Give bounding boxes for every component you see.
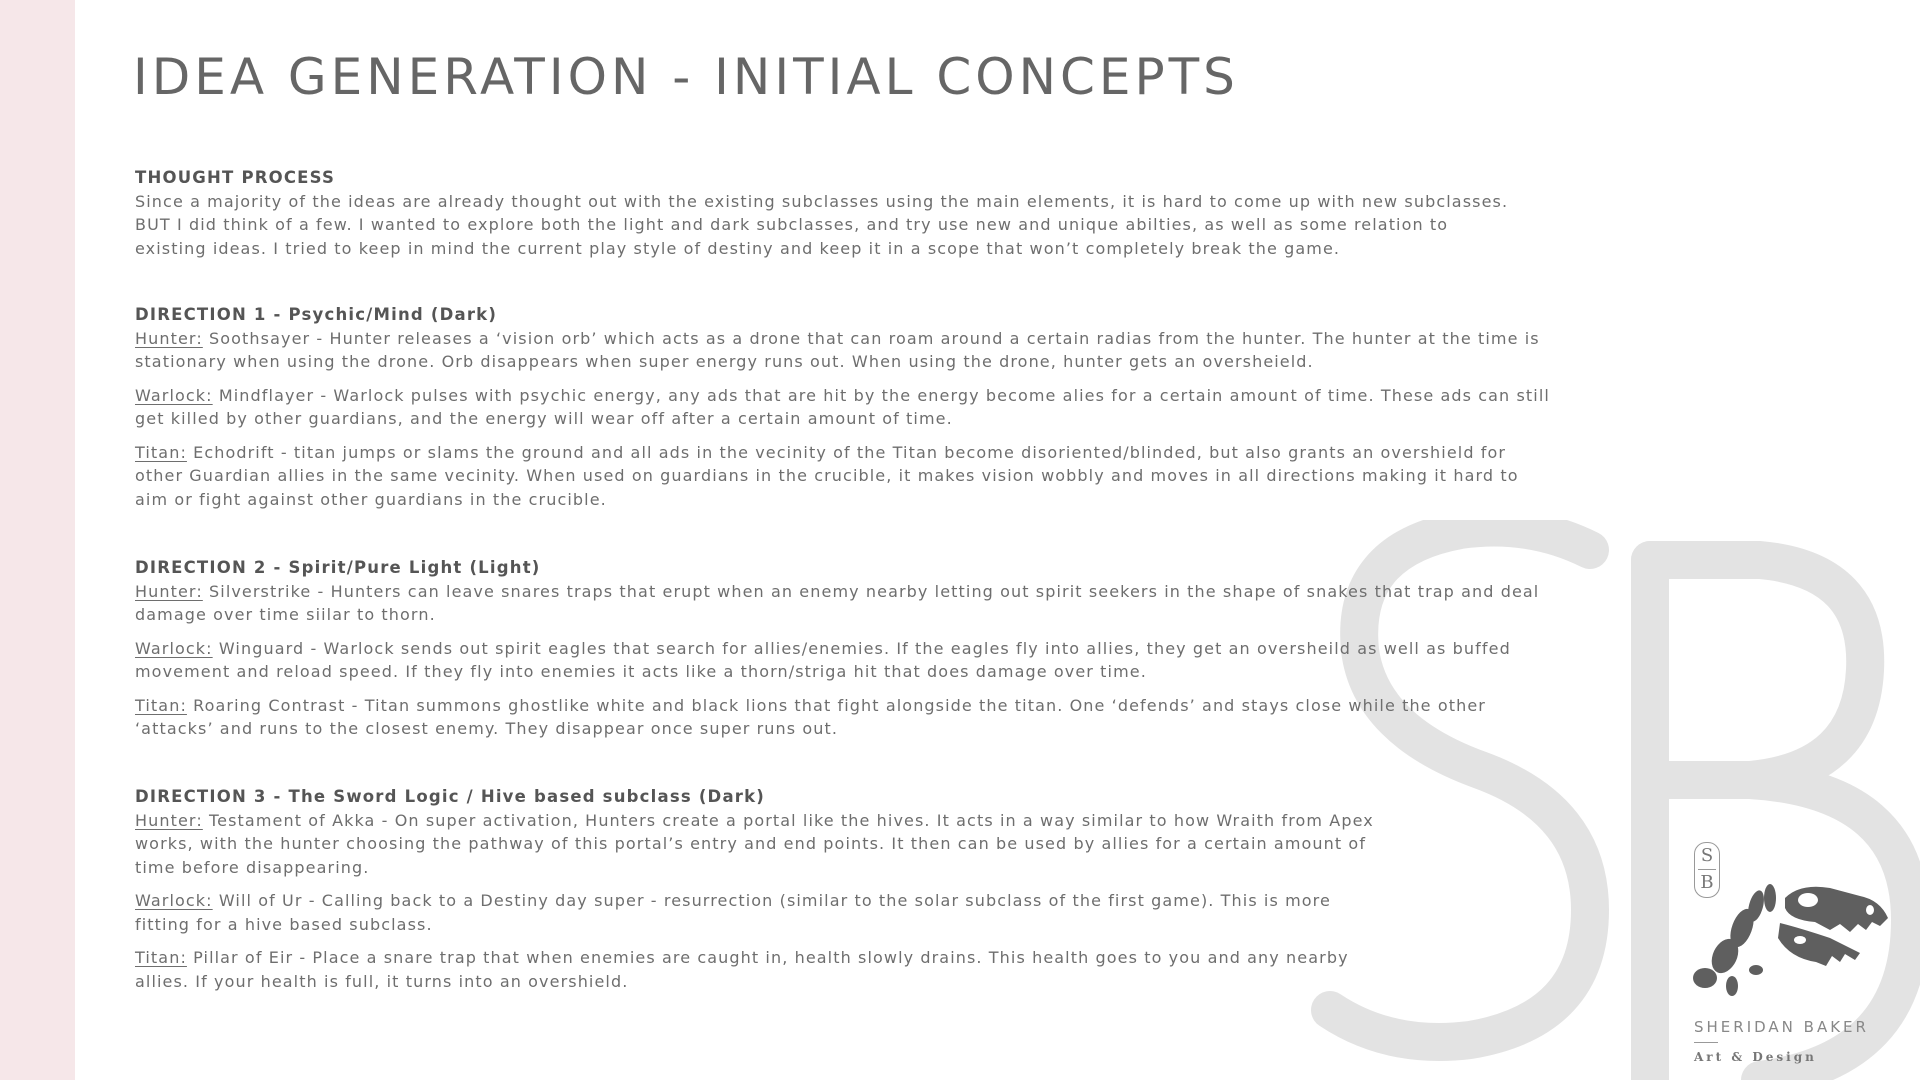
monogram-s: S <box>1700 845 1714 866</box>
class-concept-hunter <box>135 580 1539 627</box>
text-line <box>135 488 1550 512</box>
text-line <box>135 637 1539 661</box>
concept-text: damage over time siilar to thorn. <box>135 605 436 624</box>
class-concept-titan <box>135 694 1539 741</box>
monogram-b: B <box>1700 872 1714 893</box>
text-line <box>135 809 1374 833</box>
concept-text: ‘attacks’ and runs to the closest enemy. They disappear once super runs out. <box>135 719 839 738</box>
concept-text: Mindflayer - Warlock pulses with psychic energy, any ads that are hit by the energy become alies for a certain amount of time. These ads can still <box>218 385 1550 405</box>
page-title: IDEA GENERATION - INITIAL CONCEPTS <box>133 48 1239 106</box>
brand-tagline: Art & Design <box>1694 1050 1817 1064</box>
concept-text: works, with the hunter choosing the pathway of this portal’s entry and end points. It then can be used by allies for a certain amount of <box>135 834 1367 853</box>
concept-text: Echodrift - titan jumps or slams the ground and all ads in the vecinity of the Titan become disoriented/blinded, but also grants an overshield for <box>193 442 1507 462</box>
class-concept-titan <box>135 441 1550 512</box>
concept-text: time before disappearing. <box>135 857 370 877</box>
concept-text: aim or fight against other guardians in the crucible. <box>135 489 607 509</box>
text-line <box>135 327 1550 351</box>
text-line <box>135 407 1550 431</box>
class-label: Warlock: <box>135 891 213 910</box>
concept-text: Roaring Contrast - Titan summons ghostlike white and black lions that fight alongside the titan. One ‘defends’ and stays close while the other <box>193 695 1486 715</box>
class-concept-warlock <box>135 384 1550 431</box>
class-label: Titan: <box>135 948 187 967</box>
text-line <box>135 464 1550 488</box>
thought-process-text <box>135 190 1508 261</box>
text-line <box>135 913 1374 937</box>
text-line <box>135 889 1374 913</box>
sheridan-baker-logo <box>1690 838 1920 1080</box>
class-label: Warlock: <box>135 385 213 405</box>
text-line <box>135 856 1374 880</box>
concept-text: Silverstrike - Hunters can leave snares traps that erupt when an enemy nearby letting out spirit seekers in the shape of snakes that trap and deal <box>209 581 1540 601</box>
class-concept-hunter <box>135 327 1550 374</box>
text-line <box>135 350 1550 374</box>
concept-text: Pillar of Eir - Place a snare trap that when enemies are caught in, health slowly drains. This health goes to you and any nearby <box>193 948 1349 967</box>
text-line <box>135 660 1539 684</box>
direction-heading: DIRECTION 2 - Spirit/Pure Light (Light) <box>135 558 541 577</box>
text-line <box>135 694 1539 718</box>
divider <box>1694 1042 1718 1043</box>
text-line <box>135 441 1550 465</box>
class-label: Hunter: <box>135 581 203 601</box>
concept-text: allies. If your health is full, it turns into an overshield. <box>135 971 629 991</box>
thought-process-heading: THOUGHT PROCESS <box>135 168 336 187</box>
text-line <box>135 717 1539 741</box>
concept-text: movement and reload speed. If they fly into enemies it acts like a thorn/striga hit that does damage over time. <box>135 662 1147 681</box>
text-line: existing ideas. I tried to keep in mind the current play style of destiny and keep it in a scope that won’t completely break the game. <box>135 238 1341 258</box>
direction-1-section <box>135 303 1550 511</box>
concept-text: Winguard - Warlock sends out spirit eagles that search for allies/enemies. If the eagles fly into allies, they get an oversheild as well as buffed <box>218 638 1511 658</box>
direction-2-section <box>135 556 1539 741</box>
direction-3-section <box>135 785 1374 993</box>
class-concept-warlock <box>135 637 1539 684</box>
class-concept-titan <box>135 946 1374 993</box>
class-label: Titan: <box>135 695 187 715</box>
class-label: Hunter: <box>135 810 203 830</box>
concept-text: Soothsayer - Hunter releases a ‘vision orb’ which acts as a drone that can roam around a certain radias from the hunter. The hunter at the time is <box>209 328 1540 348</box>
class-concept-warlock <box>135 889 1374 936</box>
concept-text: Will of Ur - Calling back to a Destiny day super - resurrection (similar to the solar subclass of the first game). This is more <box>218 891 1331 910</box>
thought-process-section <box>135 166 1508 260</box>
text-line <box>135 832 1374 856</box>
class-label: Titan: <box>135 442 187 462</box>
text-line <box>135 580 1539 604</box>
accent-sidebar-bar <box>0 0 75 1080</box>
concept-text: other Guardian allies in the same vecinity. When used on guardians in the crucible, it makes vision wobbly and moves in all directions making it hard to <box>135 466 1519 485</box>
concept-text: stationary when using the drone. Orb disappears when super energy runs out. When using the drone, hunter gets an oversheield. <box>135 352 1314 371</box>
text-line <box>135 603 1539 627</box>
text-line <box>135 946 1374 970</box>
concept-text: get killed by other guardians, and the energy will wear off after a certain amount of time. <box>135 409 953 428</box>
class-label: Hunter: <box>135 328 203 348</box>
direction-heading: DIRECTION 1 - Psychic/Mind (Dark) <box>135 305 498 324</box>
dinosaur-skull-icon <box>1690 878 1900 1008</box>
direction-heading: DIRECTION 3 - The Sword Logic / Hive based subclass (Dark) <box>135 787 766 806</box>
brand-name: SHERIDAN BAKER <box>1694 1018 1869 1036</box>
text-line <box>135 970 1374 994</box>
text-line: BUT I did think of a few. I wanted to explore both the light and dark subclasses, and try use new and unique abilties, as well as some relation to <box>135 215 1449 234</box>
text-line <box>135 384 1550 408</box>
concept-text: Testament of Akka - On super activation, Hunters create a portal like the hives. It acts in a way similar to how Wraith from Apex <box>209 810 1374 830</box>
concept-text: fitting for a hive based subclass. <box>135 914 433 934</box>
class-label: Warlock: <box>135 638 213 658</box>
text-line: Since a majority of the ideas are already thought out with the existing subclasses using the main elements, it is hard to come up with new subclasses. <box>135 191 1509 211</box>
class-concept-hunter <box>135 809 1374 880</box>
